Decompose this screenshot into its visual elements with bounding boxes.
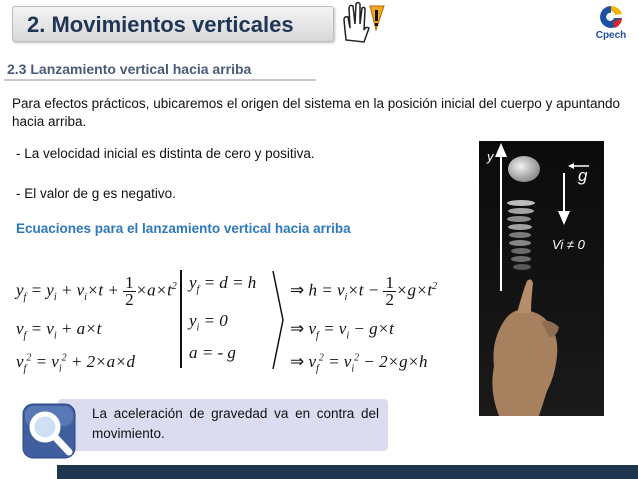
subtitle-underline <box>4 79 316 81</box>
equation-position: $y_f = y_i + v_i\times t$ + $\frac{1}{2}$ $\times a\times t^2$ <box>16 273 177 309</box>
page-title: 2. Movimientos verticales <box>27 12 294 37</box>
equations-heading: Ecuaciones para el lanzamiento vertical hacia arriba <box>16 221 351 236</box>
y-axis-label: y <box>487 149 494 164</box>
footer-bar <box>57 465 638 479</box>
bullet-initial-velocity: - La velocidad inicial es distinta de cero y positiva. <box>16 146 315 161</box>
section-subtitle: 2.3 Lanzamiento vertical hacia arriba <box>7 61 252 77</box>
coin-icon <box>508 156 540 182</box>
substitution-yi: $y_i = 0$ <box>189 311 228 334</box>
result-velocity: ⇒ $v_f = v_i - g\times t$ <box>290 319 394 342</box>
vi-label: Vi ≠ 0 <box>552 237 585 252</box>
equation-velocity: $v_f = v_i + a\times t$ <box>16 319 102 342</box>
substitution-yf: $y_f = d = h$ <box>189 273 257 296</box>
result-height: ⇒ $h = v_i\times t$ − $\frac{1}{2}$ $\times g\times t^2$ <box>290 273 438 309</box>
note-text: La aceleración de gravedad va en contra del movimiento. <box>92 406 379 441</box>
magnifier-icon <box>15 396 83 466</box>
intro-paragraph: Para efectos prácticos, ubicaremos el origen del sistema en la posición inicial del cuerpo y apuntando hacia arriba. <box>12 96 620 129</box>
substitution-a: a = - g <box>189 343 236 362</box>
logo-text: Cpech <box>595 30 627 41</box>
cpech-logo <box>589 4 633 44</box>
substitutions-bracket-left <box>180 270 182 368</box>
equation-velocity-squared: $v_f^2 = v_i^2 + 2\times a\times d$ <box>16 352 136 375</box>
logo-symbol-icon <box>589 4 633 32</box>
substitutions-bracket-right <box>272 270 284 370</box>
bullet-g-negative: - El valor de g es negativo. <box>16 186 176 201</box>
title-bar <box>12 6 334 42</box>
result-velocity-squared: ⇒ $v_f^2 = v_i^2 - 2\times g\times h$ <box>290 352 428 375</box>
g-label: g <box>578 166 588 185</box>
hand-warning-icon <box>338 0 386 44</box>
